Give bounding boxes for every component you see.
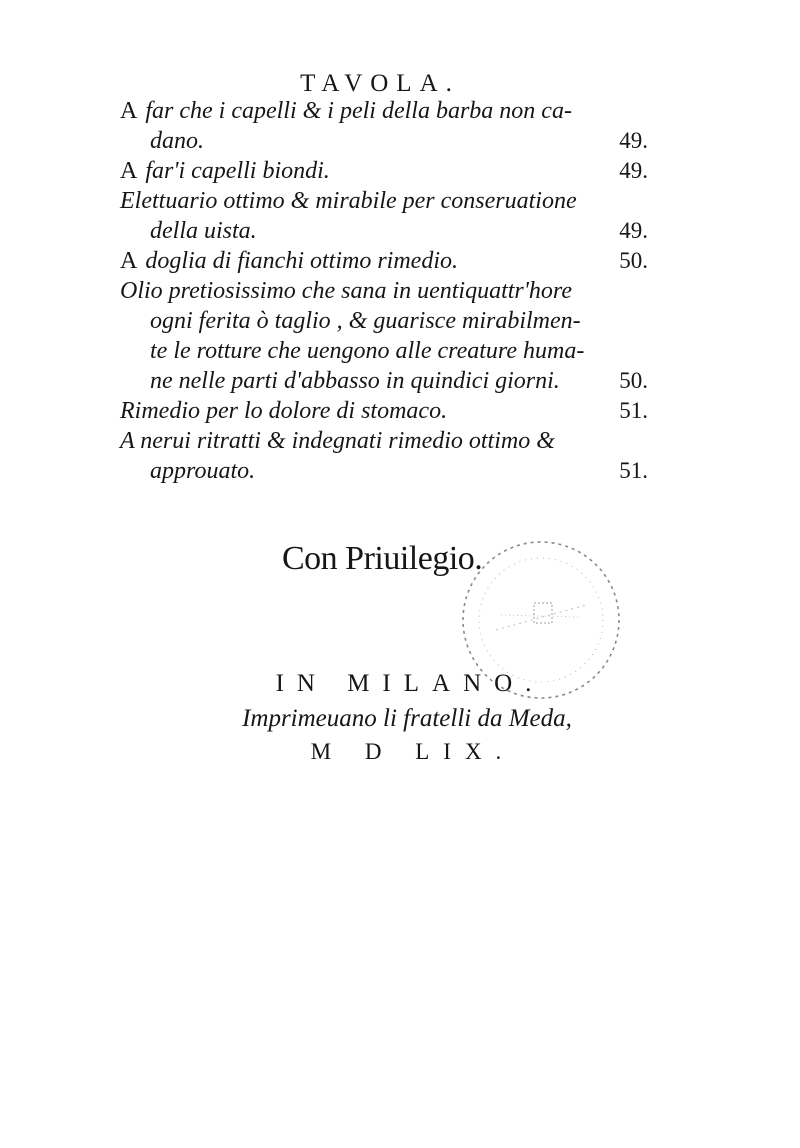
toc-entry <box>120 246 660 276</box>
entry-text: Elettuario ottimo & mirabile per conseruatione <box>120 188 577 214</box>
toc-entry <box>120 396 660 426</box>
toc-entry <box>120 276 660 396</box>
imprint-printers: Imprimeuano li fratelli da Meda, <box>242 705 572 732</box>
entry-line <box>120 336 660 366</box>
entry-text: te le rotture che uengono alle creature huma- <box>150 338 585 364</box>
toc-entry <box>120 156 660 186</box>
entry-lead-letter: A <box>120 98 138 124</box>
toc-entry <box>120 96 660 156</box>
entry-page-number: 50. <box>619 248 648 273</box>
entry-lead-letter: A <box>120 158 138 184</box>
entry-lead-letter: A <box>120 248 138 274</box>
entry-text: doglia di fianchi ottimo rimedio. <box>145 248 458 274</box>
entry-line <box>120 366 660 396</box>
privilege-notice: Con Priuilegio. <box>282 540 483 577</box>
entry-page-number: 49. <box>619 218 648 243</box>
entry-page-number: 51. <box>619 458 648 483</box>
entry-line <box>120 396 660 426</box>
entry-text: Olio pretiosissimo che sana in uentiquattr'hore <box>120 278 573 304</box>
entry-text: far'i capelli biondi. <box>145 158 330 184</box>
entry-page-number: 50. <box>619 368 648 393</box>
entry-text: dano. <box>150 128 204 154</box>
entry-line <box>120 186 660 216</box>
entry-text: far che i capelli & i peli della barba non ca- <box>145 98 572 124</box>
page-heading: TAVOLA. <box>300 70 460 97</box>
toc-entry <box>120 186 660 246</box>
entry-line <box>120 246 660 276</box>
entry-line <box>120 456 660 486</box>
entry-text: Rimedio per lo dolore di stomaco. <box>120 398 448 424</box>
entry-text: ne nelle parti d'abbasso in quindici giorni. <box>150 368 560 394</box>
entry-page-number: 49. <box>619 158 648 183</box>
entry-line <box>120 276 660 306</box>
imprint-block <box>0 666 800 768</box>
entry-page-number: 51. <box>619 398 648 423</box>
imprint-city: IN MILANO. <box>275 670 545 697</box>
table-of-contents <box>120 96 660 486</box>
entry-line <box>120 126 660 156</box>
entry-text: della uista. <box>150 218 257 244</box>
toc-entry <box>120 426 660 486</box>
entry-line <box>120 426 660 456</box>
entry-text: A nerui ritratti & indegnati rimedio ottimo & <box>120 428 555 454</box>
entry-line <box>120 306 660 336</box>
entry-text: approuato. <box>150 458 256 484</box>
imprint-year: M D LIX. <box>310 739 516 764</box>
entry-line <box>120 216 660 246</box>
entry-page-number: 49. <box>619 128 648 153</box>
entry-text: ogni ferita ò taglio , & guarisce mirabilmen- <box>150 308 581 334</box>
entry-line <box>120 96 660 126</box>
entry-line <box>120 156 660 186</box>
